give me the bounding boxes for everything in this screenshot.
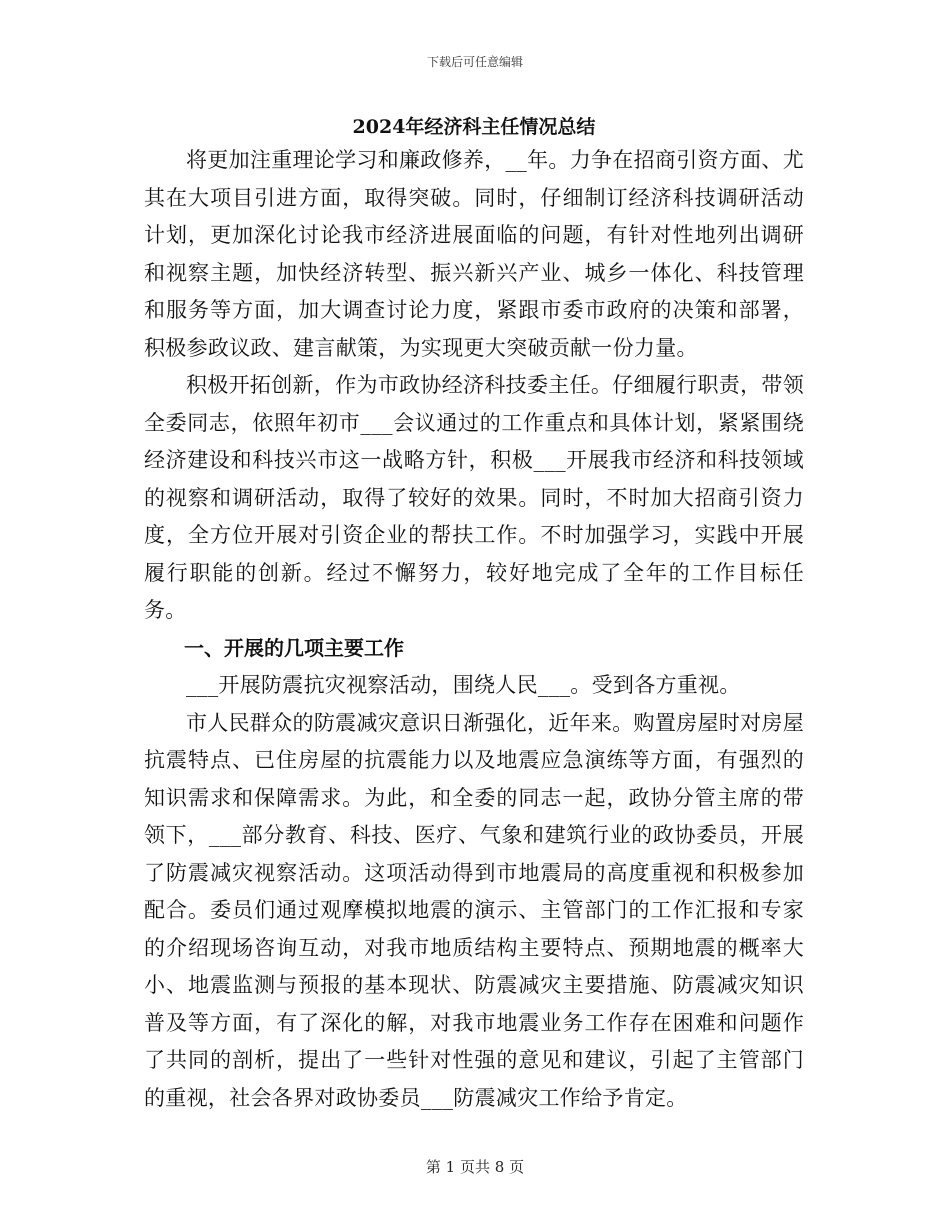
header-note: 下载后可任意编辑 (426, 55, 523, 69)
section-heading-1: 一、开展的几项主要工作 (184, 635, 404, 660)
page-footer: 第 1 页共 8 页 (425, 1158, 525, 1176)
paragraph-3: ___开展防震抗灾视察活动，围绕人民___。受到各方重视。 (186, 673, 741, 697)
paragraph-2: 积极开拓创新，作为市政协经济科技委主任。仔细履行职责，带领全委同志，依照年初市___会议通过的工作重点和具体计划，紧紧围绕经济建设和科技兴市这一战略方针，积极___开展我市经济和科技领域的视察和调研活动，取得了较好的效果。同时，不时加大招商引资力度，全方位开展对引资企业的帮扶工作。不时加强学习，实践中开展履行职能的创新。经过不懈努力，较好地完成了全年的工作目标任务。 (144, 373, 804, 622)
document-body (144, 112, 804, 1117)
paragraph-1: 将更加注重理论学习和廉政修养，__年。力争在招商引资方面、尤其在大项目引进方面，取得突破。同时，仔细制订经济科技调研活动计划，更加深化讨论我市经济进展面临的问题，有针对性地列出调研和视察主题，加快经济转型、振兴新兴产业、城乡一体化、科技管理和服务等方面，加大调查讨论力度，紧跟市委市政府的决策和部署，积极参政议政、建言献策，为实现更大突破贡献一份力量。 (144, 148, 804, 360)
paragraph-4: 市人民群众的防震减灾意识日渐强化，近年来。购置房屋时对房屋抗震特点、已住房屋的抗震能力以及地震应急演练等方面，有强烈的知识需求和保障需求。为此，和全委的同志一起，政协分管主席的带领下，___部分教育、科技、医疗、气象和建筑行业的政协委员，开展了防震减灾视察活动。这项活动得到市地震局的高度重视和积极参加配合。委员们通过观摩模拟地震的演示、主管部门的工作汇报和专家的介绍现场咨询互动，对我市地质结构主要特点、预期地震的概率大小、地震监测与预报的基本现状、防震减灾主要措施、防震减灾知识普及等方面，有了深化的解，对我市地震业务工作存在困难和问题作了共同的剖析，提出了一些针对性强的意见和建议，引起了主管部门的重视，社会各界对政协委员___防震减灾工作给予肯定。 (144, 710, 804, 1110)
document-title: 2024年经济科主任情况总结 (352, 116, 596, 138)
